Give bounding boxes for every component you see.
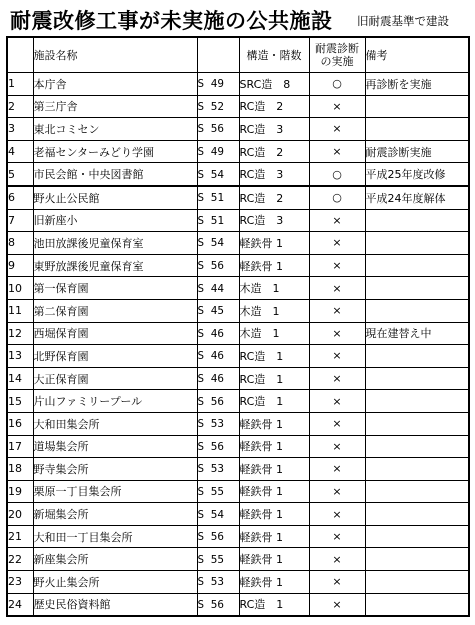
cell-structure: 軽鉄骨 1 bbox=[239, 480, 309, 503]
cell-note bbox=[365, 593, 469, 616]
cell-name: 東野放課後児童保育室 bbox=[33, 254, 197, 277]
cell-diagnosis: × bbox=[309, 390, 365, 413]
cell-year: S 51 bbox=[197, 186, 239, 209]
cell-note bbox=[365, 118, 469, 141]
cell-structure: RC造 3 bbox=[239, 118, 309, 141]
cell-year: S 55 bbox=[197, 480, 239, 503]
cell-note: 現在建替え中 bbox=[365, 322, 469, 345]
cell-structure: RC造 1 bbox=[239, 593, 309, 616]
cell-diagnosis: ○ bbox=[309, 186, 365, 209]
cell-no: 23 bbox=[7, 571, 33, 594]
table-row bbox=[7, 95, 469, 118]
cell-structure: 軽鉄骨 1 bbox=[239, 254, 309, 277]
cell-no: 10 bbox=[7, 277, 33, 300]
cell-diagnosis: × bbox=[309, 118, 365, 141]
cell-year: S 56 bbox=[197, 118, 239, 141]
cell-diagnosis: × bbox=[309, 254, 365, 277]
table-row bbox=[7, 254, 469, 277]
header-diagnosis bbox=[309, 37, 365, 73]
cell-diagnosis: × bbox=[309, 140, 365, 163]
table-row bbox=[7, 322, 469, 345]
cell-diagnosis: × bbox=[309, 593, 365, 616]
cell-diagnosis: ○ bbox=[309, 163, 365, 186]
cell-year: S 54 bbox=[197, 232, 239, 255]
table-row bbox=[7, 503, 469, 526]
facility-table bbox=[6, 36, 470, 617]
cell-note bbox=[365, 232, 469, 255]
cell-diagnosis: × bbox=[309, 277, 365, 300]
table-row bbox=[7, 525, 469, 548]
cell-no: 7 bbox=[7, 209, 33, 232]
cell-note bbox=[365, 345, 469, 368]
cell-structure: RC造 2 bbox=[239, 95, 309, 118]
cell-diagnosis: × bbox=[309, 232, 365, 255]
table-row bbox=[7, 140, 469, 163]
cell-name: 新座集会所 bbox=[33, 548, 197, 571]
cell-note bbox=[365, 525, 469, 548]
table-row bbox=[7, 277, 469, 300]
cell-note bbox=[365, 458, 469, 481]
cell-no: 9 bbox=[7, 254, 33, 277]
cell-no: 15 bbox=[7, 390, 33, 413]
cell-note bbox=[365, 95, 469, 118]
cell-year: S 46 bbox=[197, 345, 239, 368]
cell-structure: SRC造 8 bbox=[239, 73, 309, 96]
cell-year: S 55 bbox=[197, 548, 239, 571]
cell-no: 16 bbox=[7, 412, 33, 435]
cell-name: 片山ファミリープール bbox=[33, 390, 197, 413]
cell-name: 市民会館・中央図書館 bbox=[33, 163, 197, 186]
table-row bbox=[7, 209, 469, 232]
cell-diagnosis: × bbox=[309, 548, 365, 571]
table-row bbox=[7, 73, 469, 96]
cell-no: 14 bbox=[7, 367, 33, 390]
cell-structure: 軽鉄骨 1 bbox=[239, 435, 309, 458]
cell-year: S 44 bbox=[197, 277, 239, 300]
table-row bbox=[7, 186, 469, 209]
cell-year: S 52 bbox=[197, 95, 239, 118]
cell-note: 耐震診断実施 bbox=[365, 140, 469, 163]
cell-structure: RC造 2 bbox=[239, 140, 309, 163]
cell-name: 新堀集会所 bbox=[33, 503, 197, 526]
cell-no: 19 bbox=[7, 480, 33, 503]
cell-name: 第三庁舎 bbox=[33, 95, 197, 118]
cell-note: 平成25年度改修 bbox=[365, 163, 469, 186]
cell-structure: 軽鉄骨 1 bbox=[239, 232, 309, 255]
cell-note bbox=[365, 277, 469, 300]
cell-year: S 56 bbox=[197, 254, 239, 277]
cell-note bbox=[365, 390, 469, 413]
cell-name: 第二保育園 bbox=[33, 299, 197, 322]
header-diagnosis-line1: 耐震診断 bbox=[315, 42, 359, 55]
cell-no: 22 bbox=[7, 548, 33, 571]
cell-no: 20 bbox=[7, 503, 33, 526]
cell-diagnosis: × bbox=[309, 322, 365, 345]
cell-year: S 53 bbox=[197, 412, 239, 435]
cell-no: 21 bbox=[7, 525, 33, 548]
table-row bbox=[7, 163, 469, 186]
header-year bbox=[197, 37, 239, 73]
page-title: 耐震改修工事が未実施の公共施設 bbox=[10, 9, 333, 33]
table-row bbox=[7, 412, 469, 435]
table-row bbox=[7, 571, 469, 594]
cell-structure: RC造 2 bbox=[239, 186, 309, 209]
cell-structure: RC造 1 bbox=[239, 345, 309, 368]
cell-diagnosis: × bbox=[309, 480, 365, 503]
cell-name: 池田放課後児童保育室 bbox=[33, 232, 197, 255]
cell-structure: RC造 3 bbox=[239, 163, 309, 186]
cell-diagnosis: × bbox=[309, 95, 365, 118]
header-no bbox=[7, 37, 33, 73]
cell-diagnosis: × bbox=[309, 345, 365, 368]
cell-year: S 54 bbox=[197, 163, 239, 186]
title-row bbox=[6, 4, 469, 34]
cell-name: 大正保育園 bbox=[33, 367, 197, 390]
cell-year: S 56 bbox=[197, 435, 239, 458]
cell-year: S 56 bbox=[197, 593, 239, 616]
cell-diagnosis: × bbox=[309, 525, 365, 548]
cell-diagnosis: × bbox=[309, 503, 365, 526]
cell-name: 本庁舎 bbox=[33, 73, 197, 96]
cell-name: 道場集会所 bbox=[33, 435, 197, 458]
cell-name: 北野保育園 bbox=[33, 345, 197, 368]
cell-structure: 軽鉄骨 1 bbox=[239, 458, 309, 481]
cell-name: 老福センターみどり学園 bbox=[33, 140, 197, 163]
cell-diagnosis: × bbox=[309, 412, 365, 435]
cell-year: S 49 bbox=[197, 140, 239, 163]
table-row bbox=[7, 345, 469, 368]
cell-note bbox=[365, 480, 469, 503]
cell-name: 野寺集会所 bbox=[33, 458, 197, 481]
cell-no: 5 bbox=[7, 163, 33, 186]
cell-name: 栗原一丁目集会所 bbox=[33, 480, 197, 503]
cell-no: 18 bbox=[7, 458, 33, 481]
cell-name: 東北コミセン bbox=[33, 118, 197, 141]
cell-no: 11 bbox=[7, 299, 33, 322]
cell-year: S 53 bbox=[197, 571, 239, 594]
cell-note bbox=[365, 571, 469, 594]
cell-diagnosis: × bbox=[309, 299, 365, 322]
cell-note bbox=[365, 412, 469, 435]
table-row bbox=[7, 548, 469, 571]
cell-year: S 53 bbox=[197, 458, 239, 481]
cell-no: 4 bbox=[7, 140, 33, 163]
table-row bbox=[7, 232, 469, 255]
cell-year: S 54 bbox=[197, 503, 239, 526]
cell-structure: 軽鉄骨 1 bbox=[239, 571, 309, 594]
cell-note bbox=[365, 254, 469, 277]
table-row bbox=[7, 118, 469, 141]
cell-structure: 軽鉄骨 1 bbox=[239, 525, 309, 548]
cell-diagnosis: × bbox=[309, 435, 365, 458]
cell-structure: 木造 1 bbox=[239, 277, 309, 300]
cell-structure: 木造 1 bbox=[239, 322, 309, 345]
cell-structure: RC造 3 bbox=[239, 209, 309, 232]
cell-name: 旧新座小 bbox=[33, 209, 197, 232]
cell-structure: RC造 1 bbox=[239, 367, 309, 390]
cell-year: S 49 bbox=[197, 73, 239, 96]
cell-note bbox=[365, 299, 469, 322]
cell-no: 13 bbox=[7, 345, 33, 368]
cell-name: 歴史民俗資料館 bbox=[33, 593, 197, 616]
table-row bbox=[7, 593, 469, 616]
cell-note bbox=[365, 548, 469, 571]
table-header-row bbox=[7, 37, 469, 73]
header-diagnosis-line2: の実施 bbox=[320, 55, 354, 68]
cell-note bbox=[365, 367, 469, 390]
cell-no: 17 bbox=[7, 435, 33, 458]
cell-year: S 56 bbox=[197, 525, 239, 548]
cell-year: S 46 bbox=[197, 322, 239, 345]
cell-structure: 軽鉄骨 1 bbox=[239, 412, 309, 435]
cell-note: 平成24年度解体 bbox=[365, 186, 469, 209]
cell-name: 大和田集会所 bbox=[33, 412, 197, 435]
table-row bbox=[7, 458, 469, 481]
cell-year: S 51 bbox=[197, 209, 239, 232]
table-row bbox=[7, 367, 469, 390]
page-subtitle: 旧耐震基準で建設 bbox=[357, 14, 449, 28]
cell-note bbox=[365, 435, 469, 458]
cell-name: 野火止公民館 bbox=[33, 186, 197, 209]
cell-name: 西堀保育園 bbox=[33, 322, 197, 345]
header-structure: 構造・階数 bbox=[239, 37, 309, 73]
cell-diagnosis: × bbox=[309, 458, 365, 481]
cell-year: S 45 bbox=[197, 299, 239, 322]
cell-name: 第一保育園 bbox=[33, 277, 197, 300]
table-row bbox=[7, 299, 469, 322]
cell-structure: RC造 1 bbox=[239, 390, 309, 413]
table-row bbox=[7, 390, 469, 413]
cell-no: 24 bbox=[7, 593, 33, 616]
cell-no: 8 bbox=[7, 232, 33, 255]
cell-name: 野火止集会所 bbox=[33, 571, 197, 594]
cell-no: 12 bbox=[7, 322, 33, 345]
cell-structure: 木造 1 bbox=[239, 299, 309, 322]
cell-structure: 軽鉄骨 1 bbox=[239, 548, 309, 571]
cell-diagnosis: ○ bbox=[309, 73, 365, 96]
cell-diagnosis: × bbox=[309, 209, 365, 232]
cell-no: 1 bbox=[7, 73, 33, 96]
header-name: 施設名称 bbox=[33, 37, 197, 73]
cell-note: 再診断を実施 bbox=[365, 73, 469, 96]
cell-no: 6 bbox=[7, 186, 33, 209]
cell-diagnosis: × bbox=[309, 367, 365, 390]
cell-no: 2 bbox=[7, 95, 33, 118]
table-row bbox=[7, 435, 469, 458]
cell-structure: 軽鉄骨 1 bbox=[239, 503, 309, 526]
cell-no: 3 bbox=[7, 118, 33, 141]
cell-year: S 46 bbox=[197, 367, 239, 390]
cell-year: S 56 bbox=[197, 390, 239, 413]
header-note: 備考 bbox=[365, 37, 469, 73]
cell-diagnosis: × bbox=[309, 571, 365, 594]
cell-note bbox=[365, 503, 469, 526]
table-row bbox=[7, 480, 469, 503]
cell-note bbox=[365, 209, 469, 232]
cell-name: 大和田一丁目集会所 bbox=[33, 525, 197, 548]
